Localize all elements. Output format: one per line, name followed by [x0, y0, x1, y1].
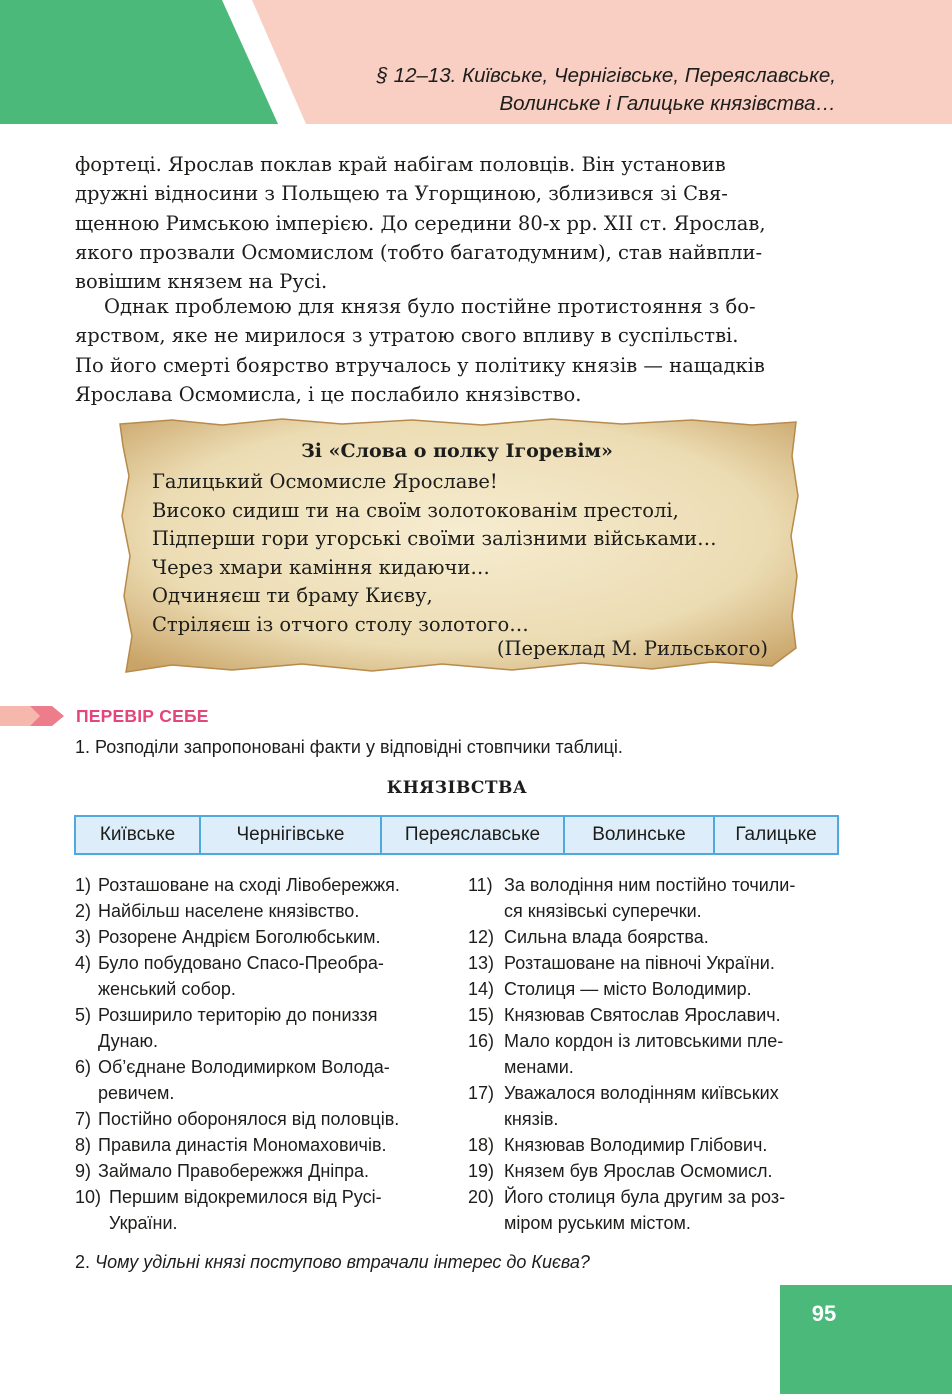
item-text: Сильна влада боярства. [504, 927, 709, 947]
item-text: Найбільш населене князівство. [98, 901, 360, 921]
item-text: Займало Правобережжя Дніпра. [98, 1161, 370, 1181]
item-number: 20) [468, 1187, 495, 1207]
principalities-table [74, 815, 839, 855]
list-item [75, 1002, 455, 1054]
item-text: Було побудовано Спасо-Преобра- [98, 953, 384, 973]
verse-line: Стріляєш із отчого столу золотого… [152, 612, 529, 636]
item-number: 7) [75, 1109, 92, 1129]
verse-line: Через хмари каміння кидаючи… [152, 555, 490, 579]
list-item [75, 1054, 455, 1106]
list-item [75, 1184, 455, 1236]
text-line: фортеці. Ярослав поклав край набігам половців. Він установив [75, 153, 726, 176]
item-text: Князював Святослав Ярославич. [504, 1005, 781, 1025]
item-number: 12) [468, 927, 495, 947]
running-head-line: Волинське і Галицьке князівства… [499, 92, 836, 115]
item-text: Об’єднане Володимирком Волода- [98, 1057, 390, 1077]
table-header-cell: Чернігівське [200, 816, 381, 854]
item-number: 13) [468, 953, 495, 973]
item-text: князів. [504, 1109, 559, 1129]
table-row [75, 816, 838, 854]
table-header-cell: Київське [75, 816, 200, 854]
item-text: Постійно оборонялося від половців. [98, 1109, 400, 1129]
list-item [468, 1028, 843, 1080]
item-number: 1) [75, 875, 92, 895]
list-item [468, 976, 843, 1002]
item-text: Уважалося володінням київських [504, 1083, 779, 1103]
list-item [75, 950, 455, 1002]
list-item [468, 872, 843, 924]
item-text: Його столиця була другим за роз- [504, 1187, 786, 1207]
text-line: По його смерті боярство втручалось у політику князів — нащадків [75, 353, 765, 377]
item-text: міром руським містом. [504, 1213, 691, 1233]
item-number: 5) [75, 1005, 92, 1025]
quote-source: (Переклад М. Рильського) [496, 637, 768, 660]
page-number-box [780, 1285, 952, 1394]
verse-line: Галицький Осмомисле Ярославе! [152, 470, 498, 493]
item-number: 17) [468, 1083, 495, 1103]
item-text: Розорене Андрієм Боголюбським. [98, 927, 381, 947]
page-header [0, 0, 952, 124]
item-text: Розширило територію до пониззя [98, 1005, 378, 1025]
list-item [468, 950, 843, 976]
task-2 [75, 1252, 590, 1273]
verse-line: Одчиняєш ти браму Києву, [152, 584, 433, 607]
item-number: 6) [75, 1057, 92, 1077]
text-line: Однак проблемою для князя було постійне протистояння з бо- [104, 295, 756, 318]
item-text: Князював Володимир Глібович. [504, 1135, 768, 1155]
list-item [75, 1132, 455, 1158]
quote-parchment [112, 416, 802, 682]
list-item [75, 924, 455, 950]
table-caption: КНЯЗІВСТВА [386, 778, 528, 798]
table-header-cell: Волинське [564, 816, 714, 854]
list-item [468, 1158, 843, 1184]
item-text: Столиця — місто Володимир. [504, 979, 752, 999]
list-item [75, 898, 455, 924]
table-header-cell: Галицьке [714, 816, 838, 854]
text-line: щенною Римською імперією. До середини 80-х рр. XII ст. Ярослав, [75, 211, 766, 235]
item-text: менами. [504, 1057, 574, 1077]
item-number: 9) [75, 1161, 92, 1181]
item-text: Мало кордон із литовськими пле- [504, 1031, 784, 1051]
item-number: 2) [75, 901, 92, 921]
list-item [468, 924, 843, 950]
double-chevron-icon [0, 706, 66, 726]
list-item [75, 1106, 455, 1132]
item-text: України. [109, 1213, 178, 1233]
item-number: 4) [75, 953, 92, 973]
list-item [75, 872, 455, 898]
task-2-question: Чому удільні князі поступово втрачали інтерес до Києва? [95, 1252, 590, 1272]
verse-line: Високо сидиш ти на своїм золотокованім престолі, [152, 498, 679, 522]
list-item [468, 1132, 843, 1158]
item-text: женський собор. [98, 979, 236, 999]
text-line: вовішим князем на Русі. [75, 270, 328, 294]
item-number: 8) [75, 1135, 92, 1155]
item-text: Правила династія Мономаховичів. [98, 1135, 387, 1155]
running-head-line: § 12–13. Київське, Чернігівське, Переяславське, [376, 64, 836, 87]
item-number: 14) [468, 979, 495, 999]
check-yourself-label: ПЕРЕВІР СЕБЕ [76, 706, 209, 726]
list-item [468, 1184, 843, 1236]
text-line: якого прозвали Осмомислом (тобто багатодумним), став найвпли- [75, 240, 763, 264]
text-line: дружні відносини з Польщею та Угорщиною, зблизився зі Свя- [75, 182, 728, 206]
item-number: 10) [75, 1187, 102, 1207]
quote-title: Зі «Слова о полку Ігоревім» [301, 440, 613, 462]
body-paragraph [75, 150, 839, 296]
item-text: Князем був Ярослав Осмомисл. [504, 1161, 773, 1181]
facts-list-left [75, 872, 455, 1236]
task-2-number: 2. [75, 1252, 91, 1272]
list-item [468, 1080, 843, 1132]
item-text: ся князівські суперечки. [504, 901, 702, 921]
verse-line: Підперши гори угорські своїми залізними військами… [152, 527, 717, 550]
page-number: 95 [811, 1301, 837, 1326]
item-text: Дунаю. [98, 1031, 159, 1051]
text-line: Ярослава Осмомисла, і це послабило князівство. [75, 382, 582, 406]
table-header-cell: Переяславське [381, 816, 564, 854]
list-item [75, 1158, 455, 1184]
facts-list-right [468, 872, 843, 1236]
item-number: 11) [468, 875, 493, 895]
list-item [468, 1002, 843, 1028]
item-number: 15) [468, 1005, 495, 1025]
quote-verse [152, 468, 782, 639]
item-number: 19) [468, 1161, 495, 1181]
item-number: 18) [468, 1135, 495, 1155]
item-text: ревичем. [98, 1083, 175, 1103]
running-head [377, 62, 836, 118]
task-1: 1. Розподіли запропоновані факти у відповідні стовпчики таблиці. [75, 737, 623, 757]
item-text: Розташоване на півночі України. [504, 953, 775, 973]
text-line: ярством, яке не мирилося з утратою свого впливу в суспільстві. [75, 324, 739, 348]
item-text: Першим відокремилося від Русі- [109, 1187, 382, 1207]
item-text: Розташоване на сході Лівобережжя. [98, 875, 400, 895]
item-text: За володіння ним постійно точили- [504, 875, 796, 895]
item-number: 3) [75, 927, 92, 947]
body-paragraph [75, 292, 839, 409]
item-number: 16) [468, 1031, 495, 1051]
